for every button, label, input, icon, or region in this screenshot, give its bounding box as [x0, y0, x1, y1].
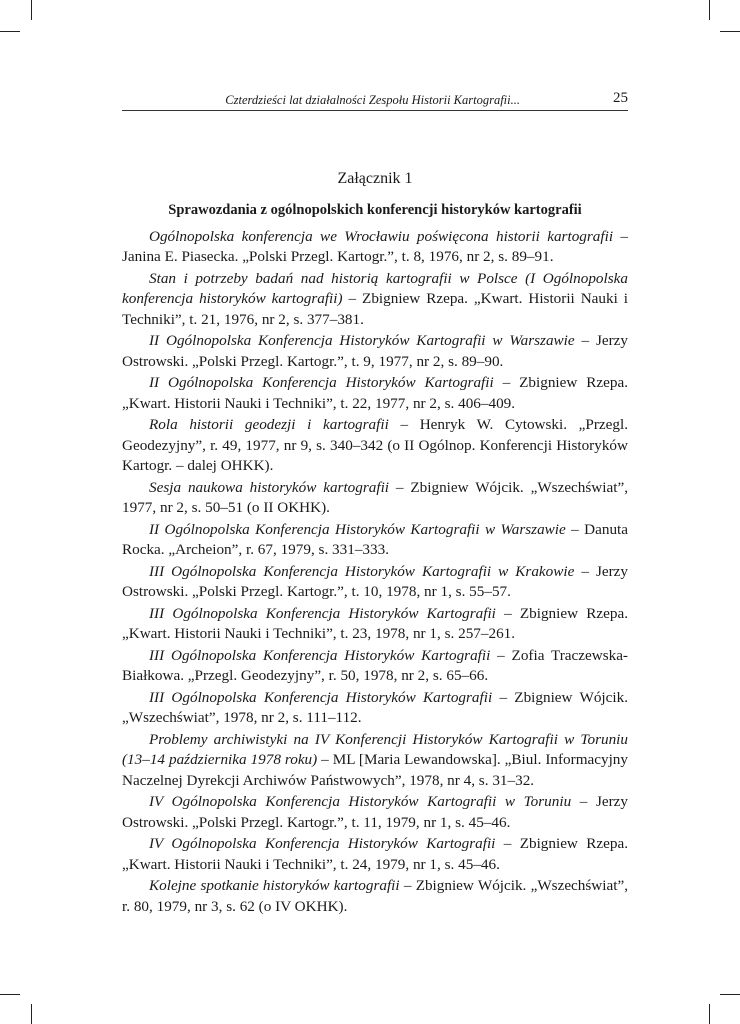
crop-mark-bottom-left-vertical [31, 1004, 32, 1024]
entry-title: Kolejne spotkanie historyków kartografii [149, 877, 400, 894]
entry-details: – Jerzy Ostrowski. „Polski Przegl. Kartogr.”, t. 9, 1977, nr 2, s. 89–90. [122, 332, 628, 370]
bibliography-entry [122, 373, 628, 415]
crop-mark-top-right-horizontal [720, 31, 740, 32]
bibliography-list [122, 226, 628, 918]
entry-details: – ML [Maria Lewandowska]. „Biul. Informacyjny Naczelnej Dyrekcji Archiwów Państwowych”, 1978, nr 4, s. 31–32. [122, 751, 628, 789]
entry-title: Ogólnopolska konferencja we Wrocławiu poświęcona historii kartografii [149, 227, 614, 245]
crop-mark-top-right-vertical [709, 0, 710, 20]
entry-details: – Zofia Traczewska-Białkowa. „Przegl. Geodezyjny”, r. 50, 1978, nr 2, s. 65–66. [122, 646, 628, 684]
entry-details: – Jerzy Ostrowski. „Polski Przegl. Kartogr.”, t. 11, 1979, nr 1, s. 45–46. [122, 793, 628, 831]
crop-mark-top-left-vertical [31, 0, 32, 20]
entry-details: – Zbigniew Rzepa. „Kwart. Historii Nauki i Techniki”, t. 23, 1978, nr 1, s. 257–261. [122, 604, 628, 642]
running-title: Czterdzieści lat działalności Zespołu Historii Kartografii... [225, 93, 520, 107]
entry-details: – Henryk W. Cytowski. „Przegl. Geodezyjny”, r. 49, 1977, nr 9, s. 340–342 (o II Ogólnop. Konferencji Historyków Kartogr. – dalej OHKK). [122, 416, 629, 474]
entry-title: Problemy archiwistyki na IV Konferencji Historyków Kartografii w Toruniu (13–14 października 1978 roku) [122, 730, 628, 768]
entry-title: II Ogólnopolska Konferencja Historyków Kartografii w Warszawie [149, 520, 566, 538]
entry-details: – Zbigniew Wójcik. „Wszechświat”, 1977, nr 2, s. 50–51 (o II OKHK). [122, 478, 628, 516]
entry-details: – Zbigniew Wójcik. „Wszechświat”, 1978, nr 2, s. 111–112. [122, 688, 628, 726]
bibliography-entry [122, 331, 628, 373]
bibliography-entry [122, 792, 628, 834]
entry-details: – Danuta Rocka. „Archeion”, r. 67, 1979, s. 331–333. [122, 520, 628, 558]
bibliography-entry [122, 226, 628, 268]
bibliography-entry [122, 876, 628, 918]
page-number: 25 [613, 90, 628, 106]
entry-title: II Ogólnopolska Konferencja Historyków Kartografii w Warszawie [149, 332, 575, 349]
entry-details: – Zbigniew Rzepa. „Kwart. Historii Nauki i Techniki”, t. 22, 1977, nr 2, s. 406–409. [122, 374, 628, 412]
running-header [122, 90, 628, 111]
crop-mark-top-left-horizontal [0, 31, 20, 32]
entry-title: Stan i potrzeby badań nad historią kartografii w Polsce (I Ogólnopolska konferencja historyków kartografii) [122, 269, 628, 307]
bibliography-entry [122, 834, 628, 876]
section-heading: Sprawozdania z ogólnopolskich konferencji historyków kartografii [168, 202, 582, 218]
entry-title: III Ogólnopolska Konferencja Historyków Kartografii w Krakowie [149, 562, 575, 580]
bibliography-entry [122, 415, 628, 478]
bibliography-entry [122, 519, 628, 561]
bibliography-entry [122, 729, 628, 792]
entry-title: IV Ogólnopolska Konferencja Historyków Kartografii [149, 835, 496, 852]
crop-mark-bottom-right-vertical [709, 1004, 710, 1024]
bibliography-entry [122, 687, 628, 729]
bibliography-entry [122, 645, 628, 687]
entry-title: Rola historii geodezji i kartografii [149, 416, 389, 433]
annex-title: Załącznik 1 [337, 170, 413, 187]
entry-title: III Ogólnopolska Konferencja Historyków Kartografii [149, 604, 496, 622]
entry-details: – Zbigniew Wójcik. „Wszechświat”, r. 80, 1979, nr 3, s. 62 (o IV OKHK). [122, 877, 628, 915]
entry-title: Sesja naukowa historyków kartografii [149, 478, 390, 496]
entry-details: – Zbigniew Rzepa. „Kwart. Historii Nauki i Techniki”, t. 21, 1976, nr 2, s. 377–381. [122, 290, 629, 328]
bibliography-entry [122, 561, 628, 603]
bibliography-entry [122, 477, 628, 519]
entry-title: III Ogólnopolska Konferencja Historyków Kartografii [149, 688, 493, 706]
entry-details: – Janina E. Piasecka. „Polski Przegl. Kartogr.”, t. 8, 1976, nr 2, s. 89–91. [122, 227, 629, 265]
bibliography-entry [122, 268, 628, 331]
entry-details: – Zbigniew Rzepa. „Kwart. Historii Nauki i Techniki”, t. 24, 1979, nr 1, s. 45–46. [122, 835, 628, 873]
crop-mark-bottom-left-horizontal [0, 994, 20, 995]
bibliography-entry [122, 603, 628, 645]
crop-mark-bottom-right-horizontal [720, 994, 740, 995]
entry-details: – Jerzy Ostrowski. „Polski Przegl. Kartogr.”, t. 10, 1978, nr 1, s. 55–57. [122, 562, 629, 600]
entry-title: II Ogólnopolska Konferencja Historyków Kartografii [149, 374, 494, 391]
entry-title: III Ogólnopolska Konferencja Historyków Kartografii [149, 646, 491, 664]
entry-title: IV Ogólnopolska Konferencja Historyków Kartografii w Toruniu [149, 793, 572, 810]
